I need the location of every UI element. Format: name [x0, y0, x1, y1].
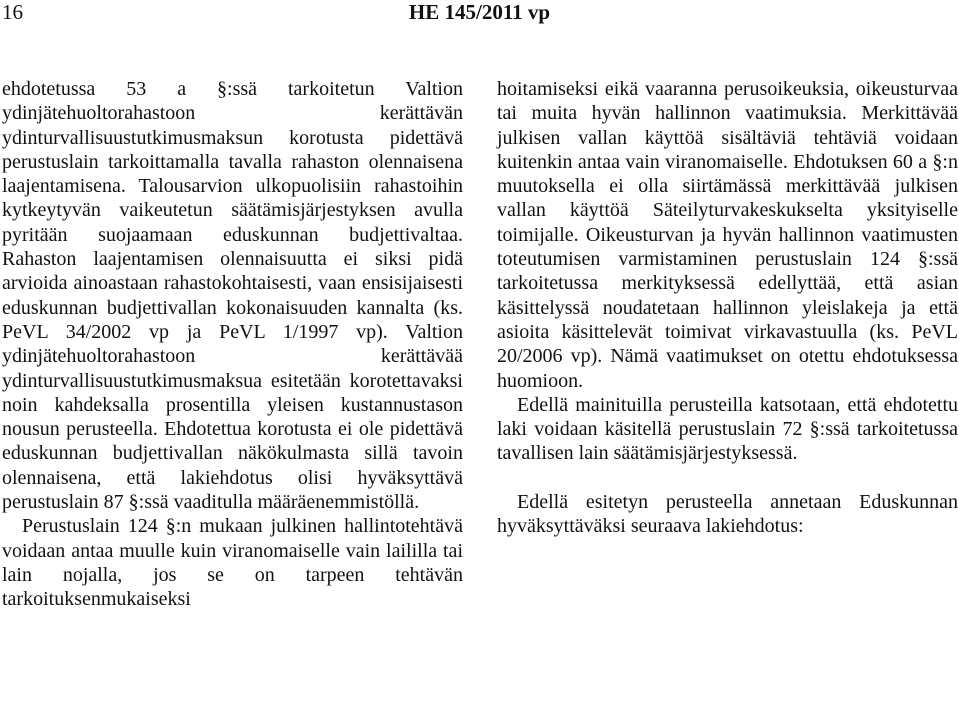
- right-column: [497, 77, 958, 538]
- document-id: HE 145/2011 vp: [408, 0, 551, 24]
- left-paragraph-2: Perustuslain 124 §:n mukaan julkinen hallintotehtävä voidaan antaa muulle kuin viranomaiselle vain laililla tai lain nojalla, jos se on tarpeen tehtävän tarkoituksenmukaiseksi: [2, 515, 463, 611]
- right-paragraph-2: Edellä mainituilla perusteilla katsotaan, että ehdotettu laki voidaan käsitellä perustuslain 72 §:ssä tarkoitetussa tavallisen lain säätämisjärjestyksessä.: [497, 393, 958, 465]
- page-header: [0, 0, 959, 28]
- left-column: [2, 77, 463, 612]
- right-paragraph-3: Edellä esitetyn perusteella annetaan Eduskunnan hyväksyttäväksi seuraava lakiehdotus:: [497, 490, 958, 538]
- left-paragraph-1: ehdotetussa 53 a §:ssä tarkoitetun Valtion ydinjätehuoltorahastoon kerättävän ydinturvallisuustutkimusmaksun korotusta pidettävä perustuslain tarkoittamalla tavalla rahaston olennaisena laajentamisena. Talousarvion ulkopuolisiin rahastoihin kytkeytyvän vaikeutetun säätämisjärjestyksen avulla pyritään suojaamaan eduskunnan budjettivaltaa. Rahaston laajentamisen olennaisuutta ei siksi pidä arvioida ainoastaan rahastokohtaisesti, vaan ensisijaisesti eduskunnan budjettivallan kokonaisuuden kannalta (ks. PeVL 34/2002 vp ja PeVL 1/1997 vp). Valtion ydinjätehuoltorahastoon kerättävää ydinturvallisuustutkimusmaksua esitetään korotettavaksi noin kahdeksalla prosentilla yleisen kustannustason nousun perusteella. Ehdotettua korotusta ei ole pidettävä eduskunnan budjettivallan näkökulmasta sillä tavoin olennaisena, että lakiehdotus olisi hyväksyttävä perustuslain 87 §:ssä vaaditulla määräenemmistöllä.: [2, 78, 463, 514]
- page-number: 16: [2, 0, 23, 24]
- right-paragraph-1: hoitamiseksi eikä vaaranna perusoikeuksia, oikeusturvaa tai muita hyvän hallinnon vaatimuksia. Merkittävää julkisen vallan käyttöä sisältäviä tehtäviä voidaan kuitenkin antaa vain viranomaiselle. Ehdotuksen 60 a §:n muutoksella ei olla siirtämässä merkittävää julkisen vallan käyttöä Säteilyturvakeskukselta yksityiselle toimijalle. Oikeusturvan ja hyvän hallinnon vaatimusten toteutumisen varmistaminen perustuslain 124 §:ssä tarkoitetussa merkityksessä edellyttää, että asian käsittelyssä noudatetaan hallinnon yleislakeja ja että asioita käsittelevät toimivat virkavastuulla (ks. PeVL 20/2006 vp). Nämä vaatimukset on otettu ehdotuksessa huomioon.: [497, 78, 958, 392]
